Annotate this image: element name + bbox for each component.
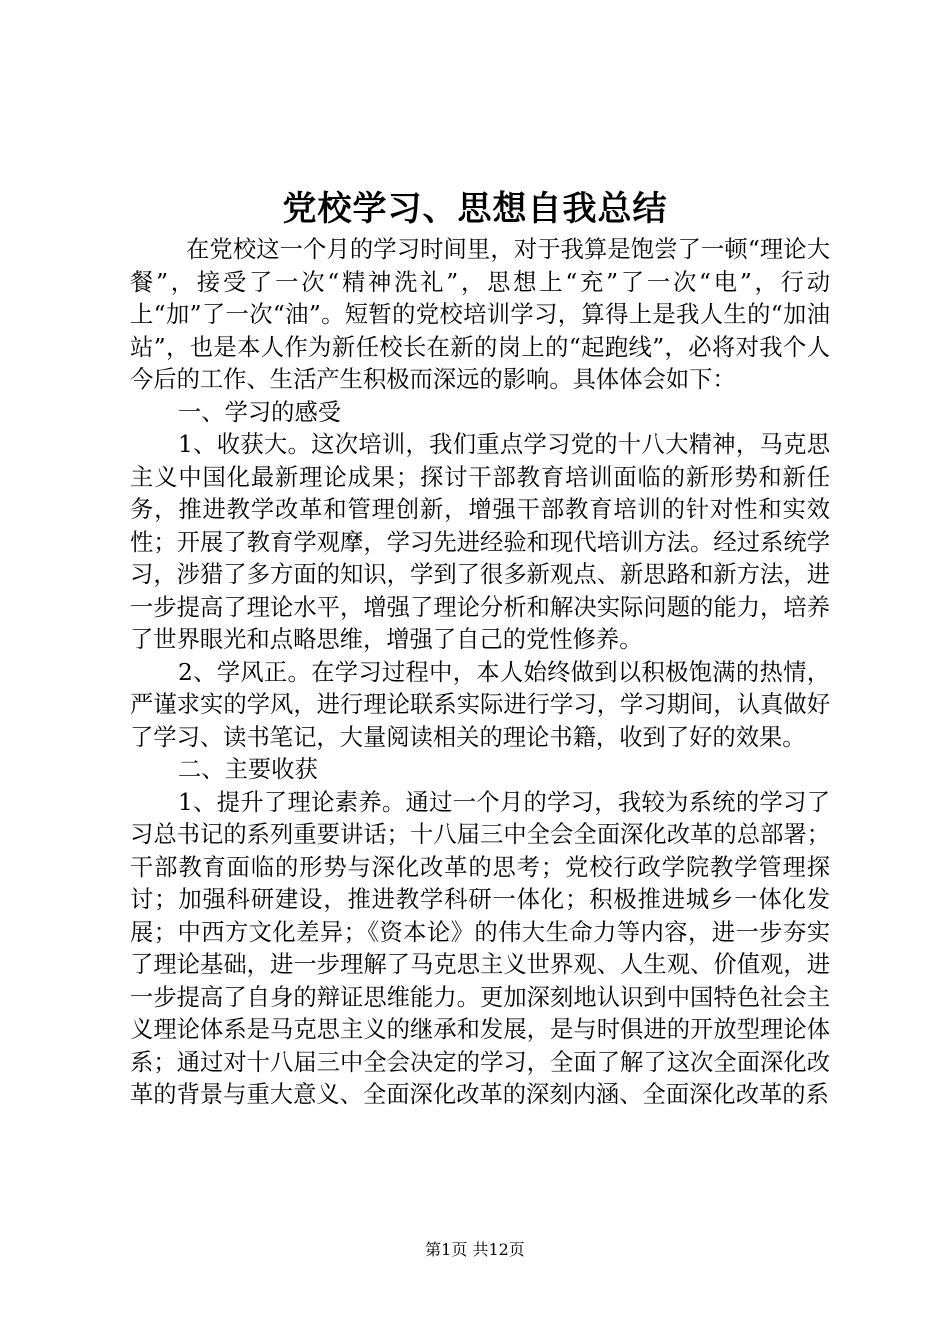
intro-paragraph: 在党校这一个月的学习时间里，对于我算是饱尝了一顿“理论大餐”，接受了一次“精神洗礼”，思想上“充”了一次“电”，行动上“加”了一次“油”。短暂的党校培训学习，算得上是我人生的“加油站”，也是本人作为新任校长在新的岗上的“起跑线”，必将对我个人今后的工作、生活产生积极而深远的影响。具体体会如下：: [130, 236, 830, 393]
paragraph-item-1-2: 2、学风正。在学习过程中，本人始终做到以积极饱满的热情，严谨求实的学风，进行理论联系实际进行学习，学习期间，认真做好了学习、读书笔记，大量阅读相关的理论书籍，收到了好的效果。: [130, 658, 830, 751]
document-title: 党校学习、思想自我总结: [282, 189, 668, 229]
document-body: [130, 234, 830, 1112]
paragraph-item-1-1: 1、收获大。这次培训，我们重点学习党的十八大精神，马克思主义中国化最新理论成果；探讨干部教育培训面临的新形势和新任务，推进教学改革和管理创新，增强干部教育培训的针对性和实效性；开展了教育学观摩，学习先进经验和现代培训方法。经过系统学习，涉猎了多方面的知识，学到了很多新观点、新思路和新方法，进一步提高了理论水平，增强了理论分析和解决实际问题的能力，培养了世界眼光和点略思维，增强了自己的党性修养。: [130, 431, 830, 653]
section-heading-1: 一、学习的感受: [178, 398, 342, 426]
section-heading-2: 二、主要收获: [178, 756, 318, 783]
page-footer: 第1页 共12页: [425, 1240, 525, 1259]
paragraph-item-2-1: 1、提升了理论素养。通过一个月的学习，我较为系统的学习了习总书记的系列重要讲话；十八届三中全会全面深化改革的总部署；干部教育面临的形势与深化改革的思考；党校行政学院教学管理探讨；加强科研建设，推进教学科研一体化；积极推进城乡一体化发展；中西方文化差异；《资本论》的伟大生命力等内容，进一步夯实了理论基础，进一步理解了马克思主义世界观、人生观、价值观，进一步提高了自身的辩证思维能力。更加深刻地认识到中国特色社会主义理论体系是马克思主义的继承和发展，是与时俱进的开放型理论体系；通过对十八届三中全会决定的学习，全面了解了这次全面深化改革的背景与重大意义、全面深化改革的深刻内涵、全面深化改革的系: [130, 788, 830, 1108]
